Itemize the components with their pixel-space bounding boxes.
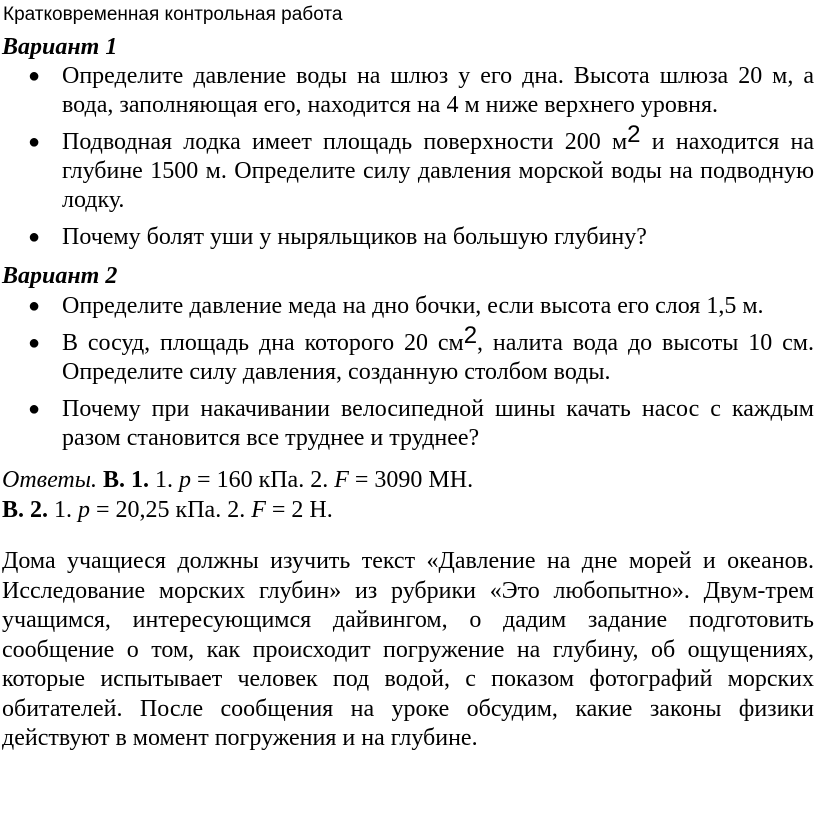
document-title: Кратковременная контрольная работа <box>3 4 343 25</box>
answer-number: 2. <box>227 497 246 523</box>
bullet-icon: ● <box>28 332 41 354</box>
bullet-icon: ● <box>28 131 41 153</box>
force-symbol: F <box>334 467 349 493</box>
task-text: Определите давление воды на шлюз у его дна. Высота шлюза 20 м, а вода, заполняющая его, находится на 4 м ниже верхнего уровня. <box>62 63 814 118</box>
bullet-icon: ● <box>28 295 41 317</box>
task-text: В сосуд, площадь дна которого 20 см <box>62 330 464 356</box>
answers-label: Ответы. <box>2 467 98 493</box>
pressure-symbol: p <box>179 467 192 493</box>
answer-number: 1. <box>54 497 73 523</box>
answer-value: = 2 Н. <box>265 497 333 523</box>
list-item <box>0 62 816 120</box>
task-text: Подводная лодка имеет площадь поверхности 200 м <box>62 129 628 155</box>
variant-2-task-list <box>0 292 816 461</box>
bullet-icon: ● <box>28 226 41 248</box>
answers-line-1 <box>2 466 473 495</box>
pressure-symbol: p <box>78 497 91 523</box>
answer-value: = 3090 МН. <box>348 467 474 493</box>
answer-number: 2. <box>310 467 329 493</box>
bullet-icon: ● <box>28 65 41 87</box>
task-text-tail: и находится на глубине 1500 м. Определите силу давления морской воды на подводную лодку. <box>62 129 814 213</box>
bullet-icon: ● <box>28 398 41 420</box>
list-item <box>0 395 816 453</box>
homework-paragraph: Дома учащиеся должны изучить текст «Давление на дне морей и океанов. Исследование морских глубин» из рубрики «Это любопытно». Двум-трем учащимся, интересующимся дайвингом, о дадим задание подготовить сообщение о том, как происходит погружение на глубину, об ощущениях, которые испытывает человек под водой, с показом фотографий морских обитателей. После сообщения на уроке обсудим, какие законы физики действуют в момент погружения и на глубине. <box>2 548 814 751</box>
answer-variant-1-label: В. 1. <box>103 467 150 493</box>
list-item <box>0 292 816 321</box>
variant-1-task-list <box>0 62 816 260</box>
answer-variant-2-label: В. 2. <box>2 497 49 523</box>
task-text: Определите давление меда на дно бочки, если высота его слоя 1,5 м. <box>62 293 764 319</box>
task-text: Почему болят уши у ныряльщиков на большую глубину? <box>62 224 647 250</box>
task-text: Почему при накачивании велосипедной шины качать насос с каждым разом становится все труднее и труднее? <box>62 396 814 451</box>
answers-line-2 <box>2 496 333 525</box>
answer-value: = 20,25 кПа. <box>90 497 222 523</box>
list-item <box>0 223 816 252</box>
answer-number: 1. <box>155 467 174 493</box>
list-item <box>0 121 816 215</box>
task-text-tail: , налита вода до высоты 10 см. Определите силу давления, созданную столбом воды. <box>62 330 814 385</box>
superscript: 2 <box>463 322 478 349</box>
superscript: 2 <box>627 121 641 148</box>
variant-1-heading: Вариант 1 <box>2 34 118 60</box>
answer-value: = 160 кПа. <box>191 467 305 493</box>
list-item <box>0 322 816 387</box>
force-symbol: F <box>251 497 266 523</box>
variant-2-heading: Вариант 2 <box>2 263 118 289</box>
